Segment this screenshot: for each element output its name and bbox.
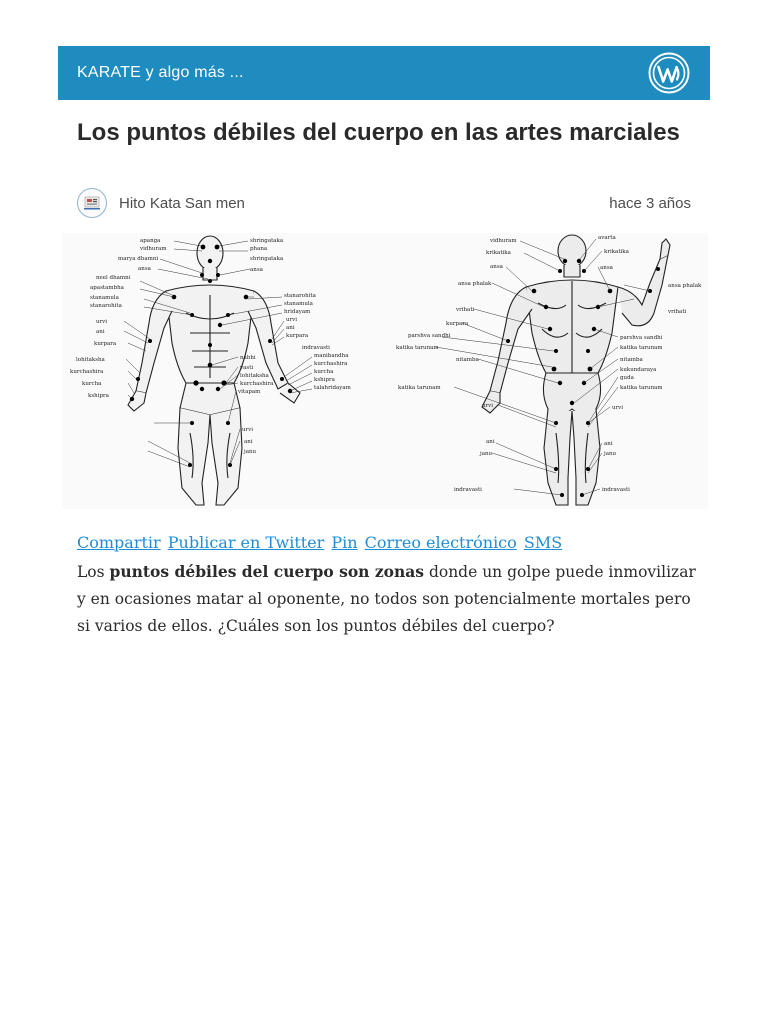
author-block[interactable]: [77, 188, 245, 218]
back-label-right: nitamba: [620, 357, 643, 363]
back-label-left: katika tarunam: [398, 385, 441, 391]
front-label-right: indravasti: [302, 345, 330, 351]
body-bold-phrase: puntos débiles del cuerpo son zonas: [109, 562, 425, 581]
back-label-right: avarta: [598, 235, 616, 241]
back-label-right: parshva sandhi: [620, 335, 663, 341]
pin-button[interactable]: Pin: [331, 533, 358, 552]
back-label-right: urvi: [612, 405, 624, 411]
front-label-right: shringataka: [250, 238, 284, 244]
back-label-right: vrihati: [668, 309, 687, 315]
front-label-right: kurchashira: [240, 381, 274, 387]
front-label-left: kshipra: [88, 393, 109, 399]
post-title: Los puntos débiles del cuerpo en las artes marciales: [77, 119, 680, 146]
front-label-left: kurpara: [94, 341, 117, 347]
front-label-left: stanarohita: [90, 303, 122, 309]
site-title-link[interactable]: KARATE y algo más ...: [77, 64, 244, 81]
front-label-right: kshipra: [314, 377, 335, 383]
front-label-right: ansa: [250, 267, 263, 273]
body-lead: Los: [77, 563, 110, 581]
front-label-right: ani: [286, 325, 295, 331]
back-label-left: vidhuram: [490, 238, 517, 244]
front-label-left: urvi: [96, 319, 108, 325]
front-label-right: hridayam: [284, 309, 311, 315]
front-label-right: lohitaksha: [240, 373, 269, 379]
front-label-left: kurchashira: [70, 369, 104, 375]
back-label-right: katika tarunam: [620, 385, 663, 391]
back-label-right: guda: [620, 375, 634, 381]
back-label-right: ansa: [600, 265, 613, 271]
back-label-right: krikatika: [604, 249, 629, 255]
front-label-left: ani: [96, 329, 105, 335]
site-header: [58, 46, 710, 100]
back-label-left: janu: [480, 451, 493, 457]
front-label-left: apastambha: [90, 285, 124, 291]
front-label-right: kurchashira: [314, 361, 348, 367]
back-label-left: nitamba: [456, 357, 479, 363]
wordpress-icon[interactable]: [648, 52, 690, 94]
back-label-left: parshva sandhi: [408, 333, 451, 339]
front-label-right: talahridayam: [314, 385, 351, 391]
post-date: hace 3 años: [609, 194, 691, 212]
body-rest: donde un golpe puede inmovilizar y en ocasiones matar al oponente, no todos son potencialmente mortales pero si varios de ellos. ¿Cuáles son los puntos débiles del cuerpo?: [77, 563, 696, 635]
back-label-right: kukundaraya: [620, 367, 657, 373]
front-label-right: nabhi: [240, 355, 256, 361]
front-label-right: urvi: [242, 427, 254, 433]
back-label-left: urvi: [482, 403, 494, 409]
front-label-right: urvi: [286, 317, 298, 323]
back-label-left: ansa phalak: [458, 281, 492, 287]
front-label-left: apangа: [140, 238, 161, 244]
back-label-right: ansa phalak: [668, 283, 702, 289]
back-label-right: katika tarunam: [620, 345, 663, 351]
front-label-right: vasti: [240, 365, 254, 371]
front-label-left: ansa: [138, 266, 151, 272]
front-label-right: stanarohita: [284, 293, 316, 299]
back-label-left: katika tarunam: [396, 345, 439, 351]
front-label-right: phana: [250, 246, 268, 252]
post-body-paragraph: [77, 558, 697, 640]
front-label-left: lohitaksha: [76, 357, 105, 363]
back-label-left: vrihati: [456, 307, 475, 313]
back-label-left: indravasti: [454, 487, 482, 493]
back-label-right: indravasti: [602, 487, 630, 493]
back-label-right: ani: [604, 441, 613, 447]
back-label-left: ani: [486, 439, 495, 445]
email-share-button[interactable]: Correo electrónico: [364, 533, 517, 552]
front-label-right: kurpara: [286, 333, 309, 339]
sms-share-button[interactable]: SMS: [523, 533, 563, 552]
front-label-right: shringataka: [250, 256, 284, 262]
twitter-share-button[interactable]: Publicar en Twitter: [167, 533, 325, 552]
share-button[interactable]: Compartir: [77, 533, 161, 552]
front-label-left: kurcha: [82, 381, 102, 387]
front-label-right: ani: [244, 439, 253, 445]
back-label-left: krikatika: [486, 250, 511, 256]
front-label-left: vidhuram: [140, 246, 167, 252]
front-label-left: marya dhamni: [118, 256, 159, 262]
back-label-left: ansa: [490, 264, 503, 270]
featured-image: [62, 233, 708, 509]
author-name[interactable]: Hito Kata San men: [119, 194, 245, 212]
front-label-right: kurcha: [314, 369, 334, 375]
front-label-right: stanamula: [284, 301, 313, 307]
share-links: [77, 532, 564, 554]
author-avatar[interactable]: [77, 188, 107, 218]
front-label-right: manibandha: [314, 353, 349, 359]
back-label-left: kurpara: [446, 321, 469, 327]
back-label-right: janu: [604, 451, 617, 457]
front-label-left: neel dhamni: [96, 275, 131, 281]
front-label-left: stanamula: [90, 295, 119, 301]
post-meta: [77, 188, 691, 218]
front-label-right: vitapam: [238, 389, 261, 395]
front-label-right: janu: [244, 449, 257, 455]
